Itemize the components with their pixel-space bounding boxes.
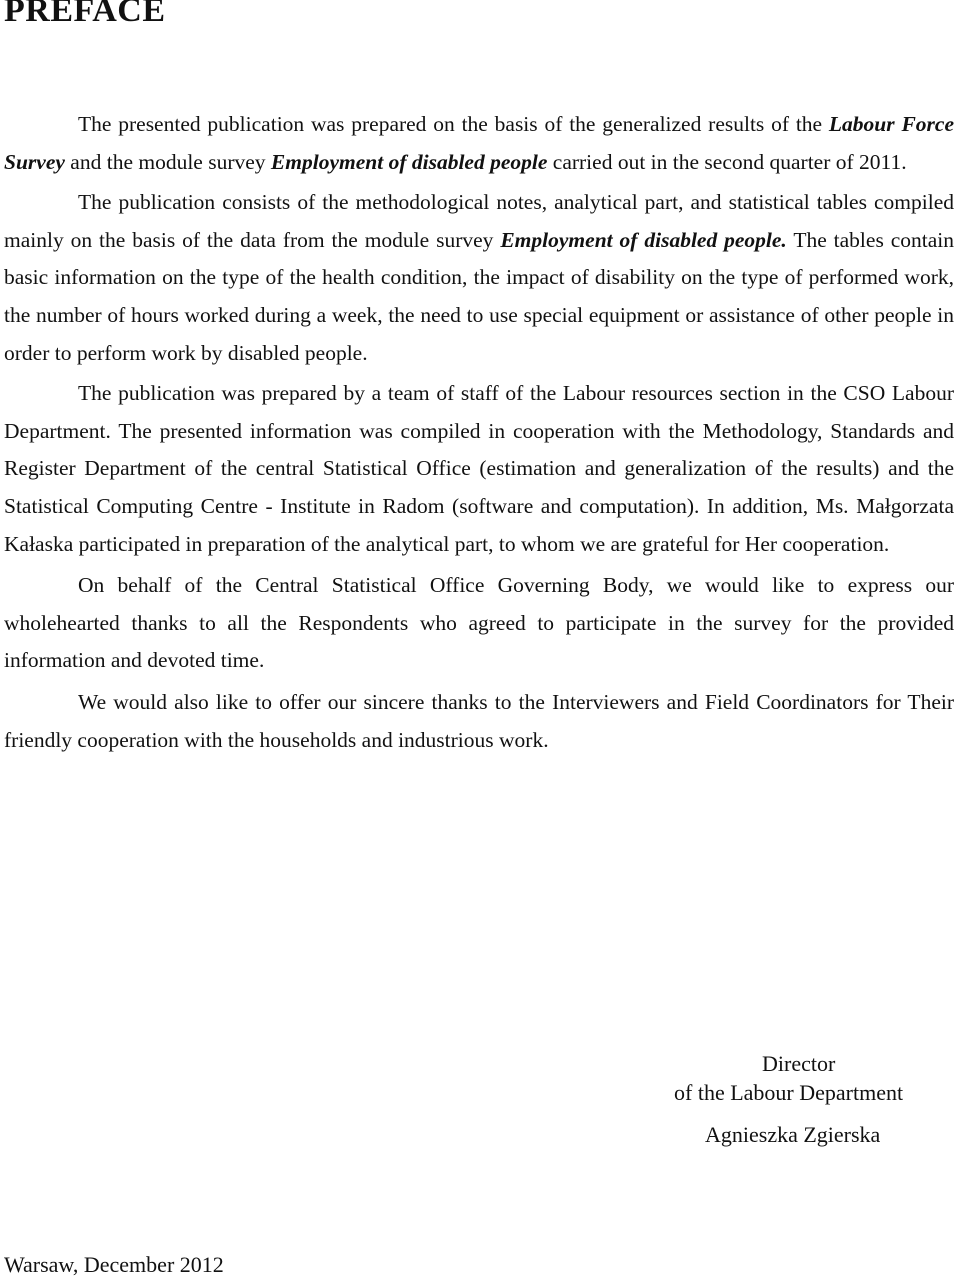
signature-department: of the Labour Department	[674, 1080, 904, 1105]
module-survey-name-emphasis: Employment of disabled people.	[500, 227, 787, 252]
signature-title: Director	[762, 1051, 836, 1076]
paragraph-preparation-team: The publication was prepared by a team of staff of the Labour resources section in the CSO Labour Department. The presented information was compiled in cooperation with the Methodology, Standards and Register Department of the central Statistical Office (estimation and generalization of the results) and the Statistical Computing Centre - Institute in Radom (software and computation). In addition, Ms. Małgorzata Kałaska participated in preparation of the analytical part, to whom we are grateful for Her cooperation.	[4, 381, 954, 556]
text-run: The tables contain basic information on the type of the health condition, the impact of disability on the type of performed work, the number of hours worked during a week, the need to use special equipment or assistance of other people in order to perform work by disabled people.	[4, 227, 955, 365]
text-run: The presented publication was prepared on the basis of the generalized results of the	[78, 112, 829, 136]
page-title: PREFACE	[4, 0, 166, 29]
paragraph-interviewers-thanks: We would also like to offer our sincere thanks to the Interviewers and Field Coordinators for Their friendly cooperation with the households and industrious work.	[4, 689, 954, 752]
paragraph-publication-contents	[4, 184, 954, 372]
text-run: carried out in the second quarter of 2011.	[547, 149, 907, 174]
text-run: The publication consists of the methodological notes, analytical part, and statistical tables compiled mainly on the basis of the data from the module survey	[4, 190, 954, 252]
module-survey-name-emphasis: Employment of disabled people	[270, 149, 548, 174]
place-and-date: Warsaw, December 2012	[4, 1252, 224, 1277]
text-run: and the module survey	[64, 149, 271, 174]
survey-name-emphasis: Labour Force Survey	[4, 112, 954, 174]
signature-name: Agnieszka Zgierska	[705, 1122, 881, 1147]
preface-body	[4, 106, 954, 759]
paragraph-respondents-thanks: On behalf of the Central Statistical Office Governing Body, we would like to express our wholehearted thanks to all the Respondents who agreed to participate in the survey for the provided information and devoted time.	[4, 573, 954, 673]
paragraph-survey-basis	[4, 106, 954, 181]
